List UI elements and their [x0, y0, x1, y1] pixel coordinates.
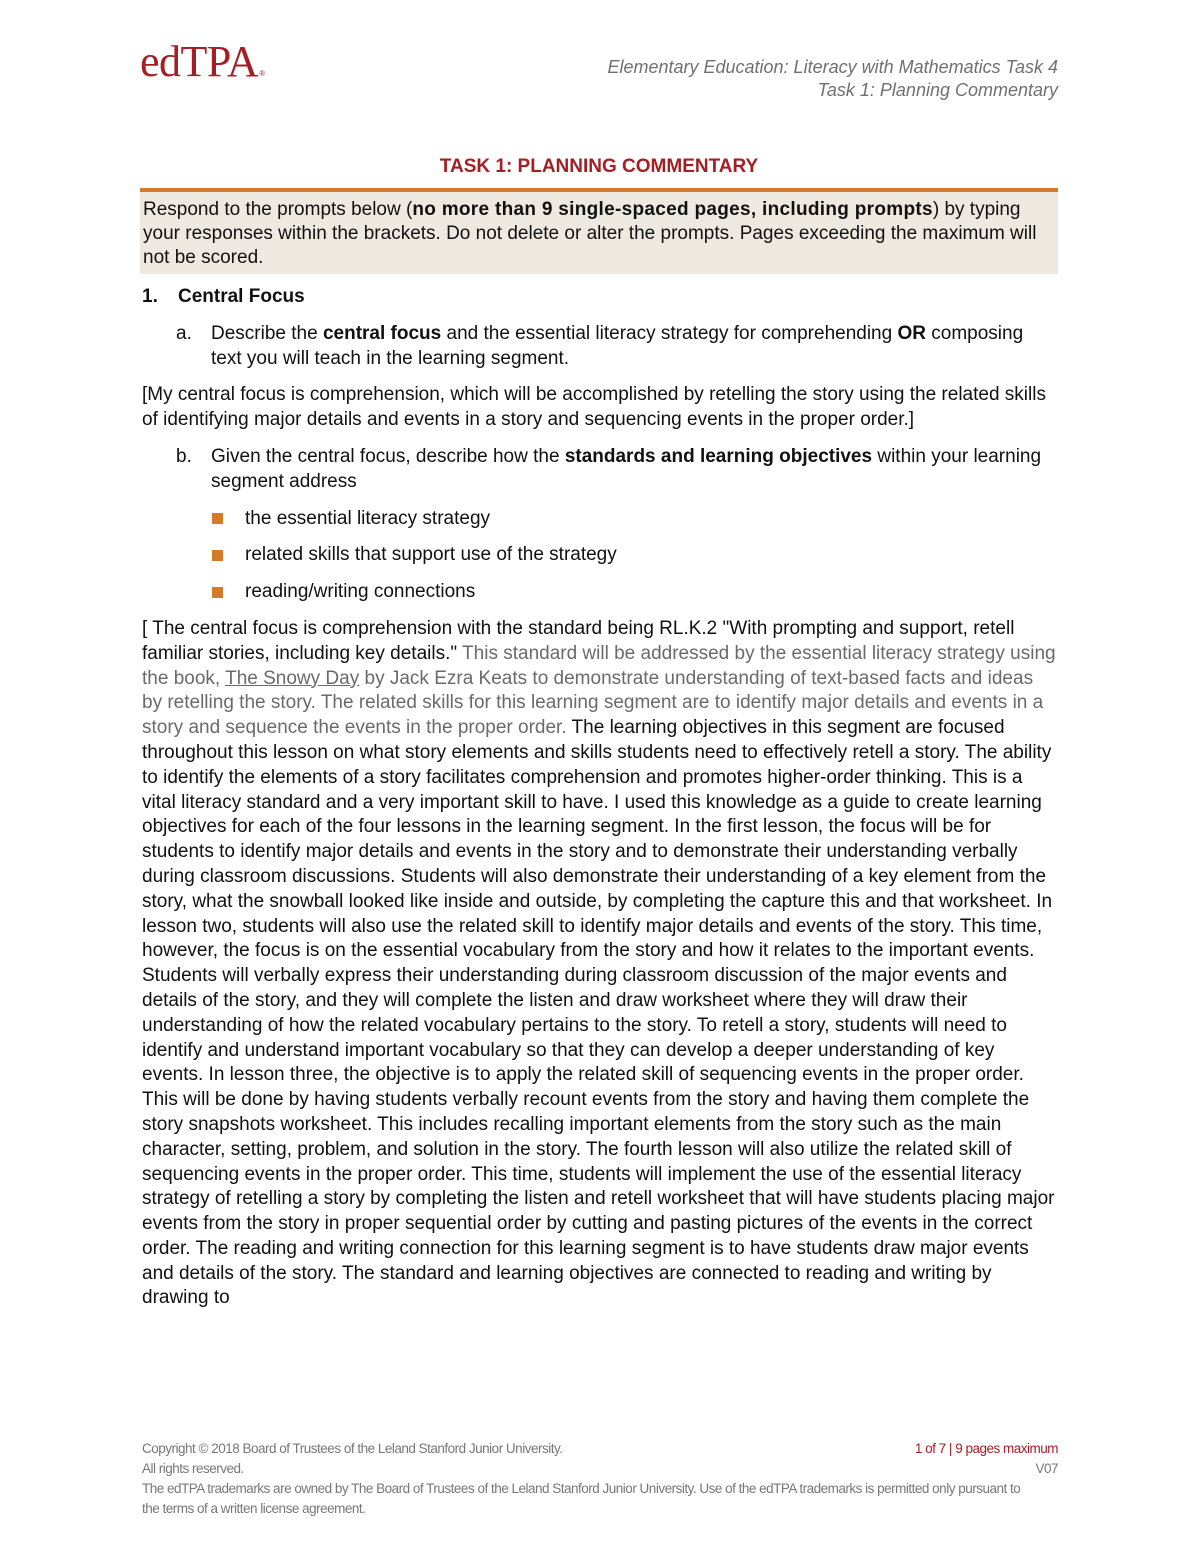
- prompt-b: [176, 445, 1058, 495]
- bullet-item: [212, 543, 1058, 568]
- prompt-a-text: [211, 322, 1058, 372]
- response-a[interactable]: [My central focus is comprehension, which will be accomplished by retelling the story using the related skills of identifying major details and events in a story and sequencing events in the proper order.]: [142, 384, 1046, 431]
- section-title: Central Focus: [178, 286, 305, 307]
- footer-copyright: [142, 1439, 1022, 1519]
- instructions-emphasis: no more than 9 single-spaced pages, including prompts: [412, 199, 933, 220]
- trademark-notice: The edTPA trademarks are owned by The Board of Trustees of the Leland Stanford Junior University. Use of the edTPA trademarks is permitted only pursuant to the terms of a written license agreement.: [142, 1481, 1021, 1516]
- logo-text: edTPA: [140, 37, 259, 86]
- commentary-body: [142, 285, 1058, 1323]
- prompt-b-text-1: Given the central focus, describe how the: [211, 445, 565, 467]
- copyright-line: Copyright © 2018 Board of Trustees of the Leland Stanford Junior University.: [142, 1441, 563, 1456]
- prompt-b-bold: standards and learning objectives: [564, 445, 873, 467]
- page-count: 1 of 7 | 9 pages maximum: [914, 1441, 1058, 1456]
- header-subject: Elementary Education: Literacy with Mathematics Task 4: [607, 57, 1058, 77]
- square-bullet-icon: [212, 513, 223, 524]
- version-label: V07: [1035, 1461, 1058, 1476]
- rights-line: All rights reserved.: [142, 1461, 244, 1476]
- response-b-strategy: This standard will be addressed by the essential literacy strategy using the book,: [142, 642, 1056, 689]
- section-heading: [142, 285, 1058, 310]
- instructions-text-1: Respond to the prompts below (: [143, 199, 413, 220]
- bullet-text: reading/writing connections: [245, 581, 476, 603]
- square-bullet-icon: [212, 550, 223, 561]
- response-b-standard: [ The central focus is comprehension with the standard being RL.K.2 "With prompting and support, retell familiar stories, including key details.": [142, 617, 1015, 664]
- prompt-a-text-1: Describe the: [211, 322, 323, 344]
- book-title: The Snowy Day: [225, 667, 360, 689]
- prompt-a-bold-2: OR: [897, 322, 926, 344]
- instructions-box: [140, 188, 1058, 274]
- prompt-a: [176, 322, 1058, 372]
- page-title: TASK 1: PLANNING COMMENTARY: [439, 156, 759, 177]
- footer-page-info: [915, 1439, 1058, 1479]
- section-number: 1.: [142, 286, 158, 307]
- response-b-objectives: The learning objectives in this segment are focused throughout this lesson on what story elements and skills students need to effectively retell a story. The ability to identify the elements of a story facilitates comprehension and promotes higher-order thinking. This is a vital literacy standard and a very important skill to have. I used this knowledge as a guide to create learning objectives for each of the four lessons in the learning segment. In the first lesson, the focus will be for students to identify major details and events in the story and to demonstrate their understanding verbally during classroom discussions. Students will also demonstrate their understanding of a key element from the story, what the snowball looked like inside and outside, by completing the capture this and that worksheet. In lesson two, students will also use the related skill to identify major details and events of the story. This time, however, the focus is on the essential vocabulary from the story and how it relates to the important events. Students will verbally express their understanding during classroom discussion of the major events and details of the story, and they will complete the listen and draw worksheet where they will draw their understanding of how the related vocabulary pertains to the story. To retell a story, students will need to identify and understand important vocabulary so that they can develop a deeper understanding of key events. In lesson three, the objective is to apply the related skill of sequencing events in the proper order. This will be done by having students verbally recount events from the story and having them complete the story snapshots worksheet. This includes recalling important elements from the story such as the main character, setting, problem, and solution in the story. The fourth lesson will also utilize the related skill of sequencing events in the proper order. This time, students will implement the use of the essential literacy strategy of retelling a story by completing the listen and retell worksheet that will have students placing major events from the story in proper sequential order by cutting and pasting pictures of the events in the correct order. The reading and writing connection for this learning segment is to have students draw major events and details of the story. The standard and learning objectives are connected to reading and writing by drawing to: [142, 717, 1055, 1309]
- response-b[interactable]: [142, 617, 1058, 1311]
- prompt-a-letter: a.: [176, 322, 192, 344]
- header-task: Task 1: Planning Commentary: [817, 80, 1058, 100]
- bullet-item: [212, 507, 1058, 532]
- prompt-b-text-2: within your learning segment address: [211, 445, 1042, 492]
- bullet-text: the essential literacy strategy: [245, 507, 491, 529]
- prompt-a-bold-1: central focus: [322, 322, 442, 344]
- bullet-item: [212, 580, 1058, 605]
- prompt-a-text-2: and the essential literacy strategy for comprehending: [441, 322, 898, 344]
- prompt-b-text: [211, 445, 1058, 495]
- logo-trademark: ®: [259, 69, 265, 78]
- prompt-a-text-3: composing text you will teach in the learning segment.: [211, 322, 1024, 369]
- prompt-b-letter: b.: [176, 445, 192, 467]
- response-b-skills: by Jack Ezra Keats to demonstrate understanding of text-based facts and ideas by retelling the story. The related skills for this learning segment are to identify major details and events in a story and sequence the events in the proper order.: [142, 667, 1044, 739]
- edtpa-logo: [140, 36, 265, 87]
- document-header: [607, 56, 1058, 102]
- square-bullet-icon: [212, 587, 223, 598]
- bullet-text: related skills that support use of the strategy: [245, 544, 617, 566]
- instructions-text-2: ) by typing your responses within the brackets. Do not delete or alter the prompts. Pages exceeding the maximum will not be scored.: [143, 199, 1037, 268]
- prompt-b-bullet-list: [212, 507, 1058, 605]
